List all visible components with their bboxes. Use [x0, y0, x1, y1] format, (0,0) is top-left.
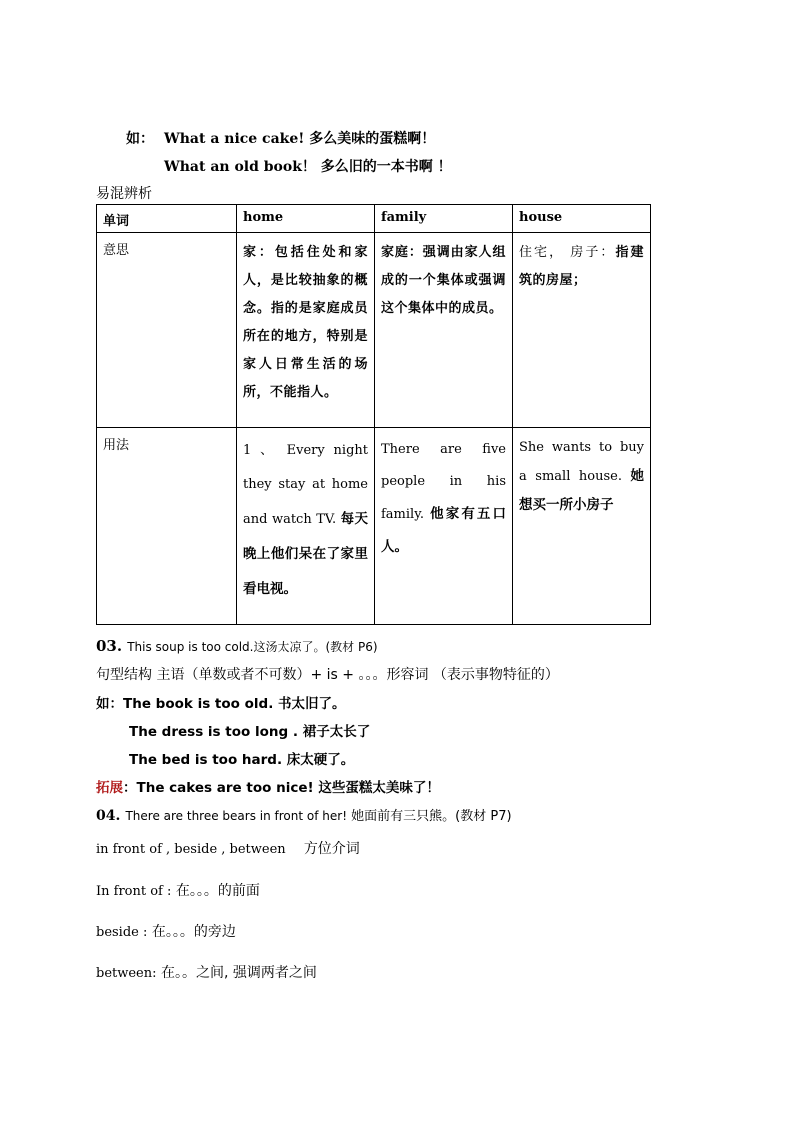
header-word: 单词: [97, 205, 237, 233]
section-title-confusing: 易混辨析: [96, 186, 152, 202]
usage-house-zh: 她想买一所小房子: [519, 468, 644, 513]
usage-home-en: 1 、 Every night they stay at home and watch TV.: [243, 443, 368, 527]
between-zh: 在。。之间, 强调两者之间: [156, 965, 317, 981]
header-family: family: [375, 205, 513, 233]
meaning-house-normal: 住宅， 房子：: [519, 245, 616, 260]
example-line-2: What an old book！ 多么旧的一本书啊 ！: [164, 159, 452, 175]
extension-text: ：The cakes are too nice! 这些蛋糕太美味了！: [123, 780, 440, 796]
meaning-home: 家：包括住处和家人，是比较抽象的概念。指的是家庭成员所在的地方，特别是家人日常生活的场所，不能指人。: [237, 233, 375, 428]
item-03-structure: 句型结构 主语（单数或者不可数）+ is + 。。。形容词 （表示事物特征的）: [96, 667, 559, 683]
prepositions-en: in front of , beside , between: [96, 842, 286, 857]
header-home: home: [237, 205, 375, 233]
usage-family: [375, 428, 513, 625]
prepositions-line: [96, 838, 360, 858]
table-row-meaning: [97, 233, 651, 428]
usage-home: [237, 428, 375, 625]
in-front-of-line: [96, 880, 260, 900]
table-row-usage: [97, 428, 651, 625]
item-03-number: 03.: [96, 637, 123, 655]
in-front-of-zh: 在。。。的前面: [171, 883, 260, 899]
comparison-table: [96, 204, 651, 625]
item-03-extension: [96, 776, 440, 796]
example-prefix: 如：: [126, 131, 154, 147]
header-house: house: [513, 205, 651, 233]
usage-family-zh: 他家有五口人。: [381, 506, 506, 555]
item-03-example-2: The dress is too long . 裙子太长了: [129, 724, 371, 740]
item-03-example-3: The bed is too hard. 床太硬了。: [129, 752, 355, 768]
beside-zh: 在。。。的旁边: [147, 924, 236, 940]
table-header-row: [97, 205, 651, 233]
beside-en: beside :: [96, 925, 148, 940]
row-label-usage: 用法: [97, 428, 237, 625]
between-line: [96, 962, 317, 982]
item-03-line: [96, 636, 378, 655]
usage-house: [513, 428, 651, 625]
prepositions-zh: 方位介词: [303, 841, 360, 857]
between-en: between:: [96, 966, 157, 981]
meaning-house: [513, 233, 651, 428]
example-line-1: What a nice cake! 多么美味的蛋糕啊！: [164, 131, 436, 147]
usage-house-en: She wants to buy a small house.: [519, 440, 644, 484]
item-03-example-1: 如：The book is too old. 书太旧了。: [96, 696, 346, 712]
usage-family-en: There are five people in his family.: [381, 442, 506, 522]
extension-label: 拓展: [96, 780, 123, 796]
item-04-sentence-zh: 她面前有三只熊。(教材 P7): [347, 809, 512, 824]
usage-home-zh: 每天晚上他们呆在了家里看电视。: [243, 511, 368, 597]
row-label-meaning: 意思: [97, 233, 237, 428]
meaning-house-bold: 指建筑的房屋；: [519, 245, 644, 288]
item-03-sentence: This soup is too cold.这汤太凉了。(教材 P6): [127, 640, 378, 654]
in-front-of-en: In front of :: [96, 884, 172, 899]
item-04-number: 04.: [96, 808, 121, 824]
beside-line: [96, 921, 236, 941]
item-04-sentence-en: There are three bears in front of her!: [125, 809, 348, 823]
meaning-family: 家庭：强调由家人组成的一个集体或强调这个集体中的成员。: [375, 233, 513, 428]
item-04-line: [96, 805, 512, 824]
